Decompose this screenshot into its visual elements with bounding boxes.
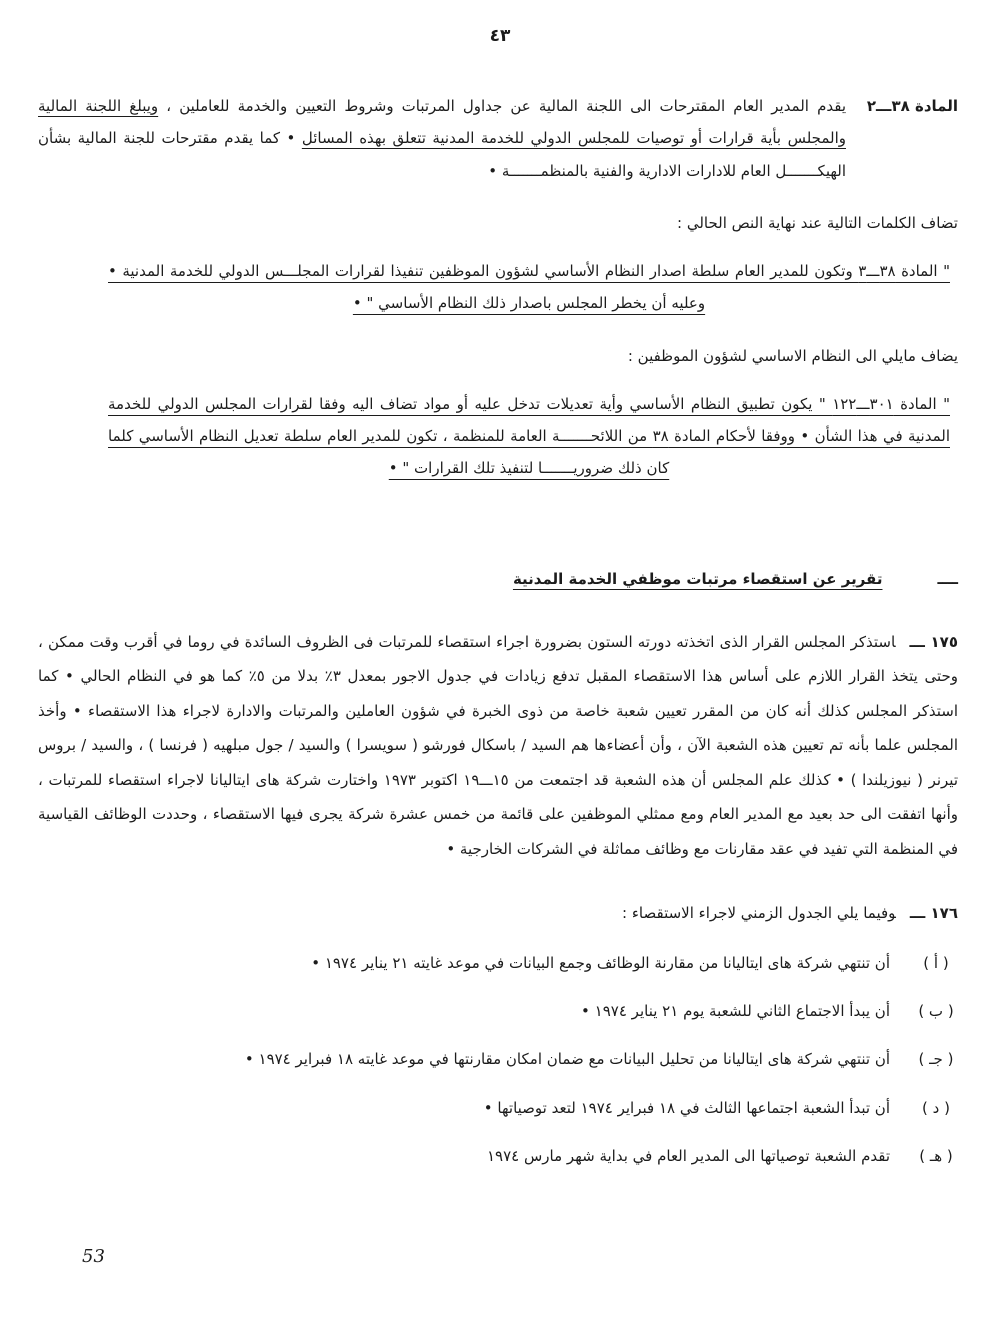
list-item xyxy=(38,995,958,1027)
page-number-bottom: 53 xyxy=(82,1246,105,1267)
article-38-2-part3: • كما يقدم مقترحات للجنة المالية بشأن الهيكـــــــل العام للادارات الادارية والفنية بالمنظمـــــــة • xyxy=(38,129,846,180)
article-38-2-text xyxy=(38,90,846,187)
list-item-text: أن يبدأ الاجتماع الثاني للشعبة يوم ٢١ يناير ١٩٧٤ • xyxy=(581,1002,890,1020)
list-item-marker: ( ب ) xyxy=(918,1002,954,1020)
article-38-2-part2-underlined: ويبلغ اللجنة المالية والمجلس بأية قرارات أو توصيات للمجلس الدولي للخدمة المدنية تتعلق بهذه المسائل xyxy=(38,97,846,148)
article-38-2-block xyxy=(38,90,958,187)
article-38-2-label: المادة ٣٨ـــ٢ xyxy=(866,97,958,115)
list-item-text: أن تنتهي شركة هاى ايتاليانا من تحليل البيانات مع ضمان امكان مقارنتها في موعد غايته ١٨ فبراير ١٩٧٤ • xyxy=(244,1050,890,1069)
list-item xyxy=(38,1092,958,1124)
report-heading xyxy=(38,563,958,595)
paragraph-176-text: وفيما يلي الجدول الزمني لاجراء الاستقصاء : xyxy=(622,904,896,923)
report-heading-title: تقرير عن استقصاء مرتبات موظفي الخدمة المدنية xyxy=(512,569,883,588)
list-item-marker: ( جـ ) xyxy=(918,1050,954,1069)
article-38-3-text: " المادة ٣٨ـــ٣ وتكون للمدير العام سلطة اصدار النظام الأساسي لشؤون الموظفين تنفيذا لقرارات المجلـــس الدولي للخدمة المدنية • وعليه أن يخطر المجلس باصدار ذلك النظام الأساسي " • xyxy=(108,262,950,313)
paragraph-176-number: ١٧٦ ـــ xyxy=(909,904,958,923)
insert-note-1: تضاف الكلمات التالية عند نهاية النص الحالي : xyxy=(677,213,958,232)
schedule-list xyxy=(38,947,958,1172)
list-item-marker: ( هـ ) xyxy=(919,1146,953,1165)
list-item-text: أن تنتهي شركة هاى ايتاليانا من مقارنة الوظائف وجمع البيانات في موعد غايته ٢١ يناير ١٩٧٤ • xyxy=(311,953,890,972)
list-item xyxy=(38,947,958,979)
page-number-top: ٤٣ xyxy=(489,26,511,46)
paragraph-175 xyxy=(38,625,958,867)
list-item-text: تقدم الشعبة توصياتها الى المدير العام في بداية شهر مارس ١٩٧٤ xyxy=(486,1146,890,1165)
insert-note-2: يضاف مايلي الى النظام الاساسي لشؤون الموظفين : xyxy=(627,346,958,365)
paragraph-175-text: استذكر المجلس القرار الذى اتخذته دورته الستون بضرورة اجراء استقصاء للمرتبات فى الظروف السائدة في روما في أقرب وقت ممكن ، وحتى يتخذ القرار اللازم على أساس هذا الاستقصاء المقبل تدفع زيادات في جدول الاجور بمعدل ٣٪ بدلا من ٥٪ كما هو في النظام الحالي • كما استذكر المجلس كذلك أنه كان من المقرر تعيين شعبة خاصة من ذوى الخبرة في شؤون العاملين والمرتبات والادارة لاجراء هذا الاستقصاء • وأخذ المجلس علما بأنه تم تعيين هذه الشعبة الآن ، وأن أعضاءها هم السيد / باسكال فورشو ( سويسرا ) والسيد / جول مبلهيه ( فرنسا ) ، والسيد / بروس تيرنر ( نيوزيلندا ) • كذلك علم المجلس أن هذه الشعبة قد اجتمعت من ١٥ـــ١٩ اكتوبر ١٩٧٣ واختارت شركة هاى ايتاليانا لاجراء استقصاء للمرتبات ، وأنها اتفقت الى حد بعيد مع المدير العام ومع ممثلي الموظفين على قائمة من خمس عشرة شركة يجرى فيها الاستقصاء ، وحددت الوظائف القياسية في المنظمة التي تفيد في عقد مقارنات مع وظائف مماثلة في الشركات الخارجية • xyxy=(38,632,959,858)
list-item xyxy=(38,1043,958,1075)
list-item-marker: ( أ ) xyxy=(923,953,949,972)
list-item xyxy=(38,1140,958,1172)
article-301-122-text: " المادة ٣٠١ـــ١٢٢ " يكون تطبيق النظام الأساسي وأية تعديلات تدخل عليه أو مواد تضاف اليه وفقا لقرارات المجلس الدولي للخدمة المدنية في هذا الشأن • ووفقا لأحكام المادة ٣٨ من اللائحـــــــة العامة للمنظمة ، تكون للمدير العام سلطة تعديل النظام الأساسي كلما كان ذلك ضروريـــــــا لتنفيذ تلك القرارات " • xyxy=(108,394,950,478)
article-38-2-part1: يقدم المدير العام المقترحات الى اللجنة المالية عن جداول المرتبات وشروط التعيين والخدمة للعاملين ، xyxy=(158,97,846,115)
list-item-marker: ( د ) xyxy=(922,1098,950,1117)
heading-dash: ــــ xyxy=(937,569,958,588)
list-item-text: أن تبدأ الشعبة اجتماعها الثالث في ١٨ فبراير ١٩٧٤ لتعد توصياتها • xyxy=(483,1098,890,1117)
document-content xyxy=(0,90,1000,1172)
paragraph-175-number: ١٧٥ ـــ xyxy=(909,632,958,651)
paragraph-176 xyxy=(38,896,958,931)
